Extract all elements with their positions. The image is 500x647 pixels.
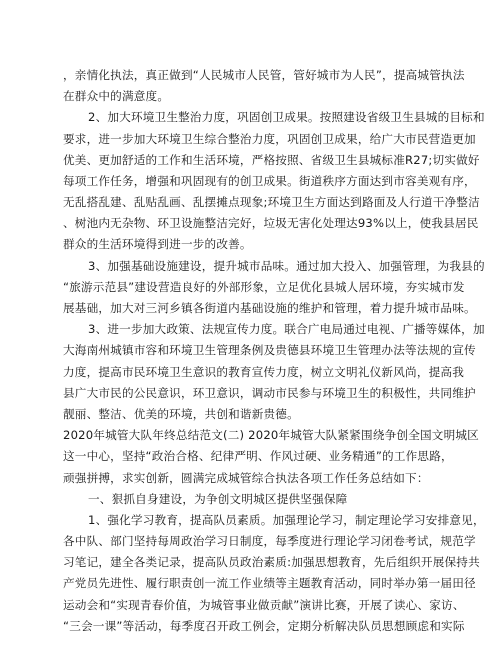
body-text-line: 群众的生活环境得到进一步的改善。 <box>63 237 252 252</box>
body-text-line: 运动会和“实现青春价值，为城管事业做贡献”演讲比赛，开展了读心、家访、 <box>63 597 465 612</box>
body-text-line: 县广大市民的公民意识，环卫意识，调动市民参与环境卫生的积极性，共同维护 <box>63 385 476 400</box>
body-text-line: 优美、更加舒适的工作和生活环境，严格按照、省级卫生县城标准R27;切实做好 <box>63 152 480 167</box>
body-text-line: “旅游示范县”建设营造良好的外部形象，立足优化县城人居环境，夯实城市发 <box>63 279 465 294</box>
article-title-line: 2020年城管大队年终总结范文(二) 2020年城管大队紧紧围绕争创全国文明城区 <box>63 428 479 443</box>
body-text-line: 无乱搭乱建、乱贴乱画、乱摆摊点现象;环境卫生方面达到路面及人行道干净整洁 <box>63 195 480 210</box>
body-text-line: 力度，提高市民环境卫生意识的教育宣传力度，树立文明礼仪新风尚，提高我 <box>63 364 464 379</box>
body-text-line: 要求，进一步加大环境卫生综合整治力度，巩固创卫成果，给广大市民营造更加 <box>63 131 476 146</box>
body-text-line: 习笔记，建全各类记录，提高队员政治素质:加强思想教育，先后组织开展保持共 <box>63 555 480 570</box>
body-text-line: 大海南州城镇市容和环境卫生管理条例及贵德县环境卫生管理办法等法规的宣传 <box>63 343 476 358</box>
body-text-line: 这一中心，坚持“政治合格、纪律严明、作风过硬、业务精通”的工作思路， <box>63 449 453 464</box>
body-text-line: “三会一课”等活动，每季度召开政工例会，定期分析解决队员思想顾虑和实际 <box>63 618 465 633</box>
body-text-line: 每项工作任务，增强和巩固现有的创卫成果。街道秩序方面达到市容美观有序， <box>63 173 476 188</box>
body-text-line: 展基础，加大对三河乡镇各街道内基础设施的维护和管理，着力提升城市品味。 <box>63 301 476 316</box>
body-text-line: 产党员先进性、履行职责创一流工作业绩等主题教育活动，同时举办第一届田径 <box>63 576 476 591</box>
body-text-line: 各中队、部门坚持每周政治学习日制度，每季度进行理论学习闭卷考试，规范学 <box>63 534 476 549</box>
section-heading-line: 一、狠抓自身建设，为争创文明城区提供坚强保障 <box>88 491 348 506</box>
section-heading-line: 1、强化学习教育，提高队员素质。加强理论学习，制定理论学习安排意见， <box>88 512 485 527</box>
section-heading-line: 3、进一步加大政策、法规宣传力度。联合广电局通过电视、广播等媒体，加 <box>88 322 485 337</box>
section-heading-line: 3、加强基础设施建设，提升城市品味。通过加大投入、加强管理，为我县的 <box>88 258 485 273</box>
body-text-line: 、树池内无杂物、环卫设施整洁完好，垃圾无害化处理达93%以上，使我县居民 <box>63 216 479 231</box>
body-text-line: 靓丽、整洁、优美的环境，共创和谐新贵德。 <box>63 406 299 421</box>
body-text-line: 顽强拼搏，求实创新，圆满完成城管综合执法各项工作任务总结如下： <box>63 470 429 485</box>
body-text-line: ，亲情化执法，真正做到“人民城市人民管，管好城市为人民”，提高城管执法 <box>63 68 465 82</box>
body-text-line: 在群众中的满意度。 <box>63 89 170 104</box>
section-heading-line: 2、加大环境卫生整治力度，巩固创卫成果。按照建设省级卫生县城的目标和 <box>88 110 485 125</box>
